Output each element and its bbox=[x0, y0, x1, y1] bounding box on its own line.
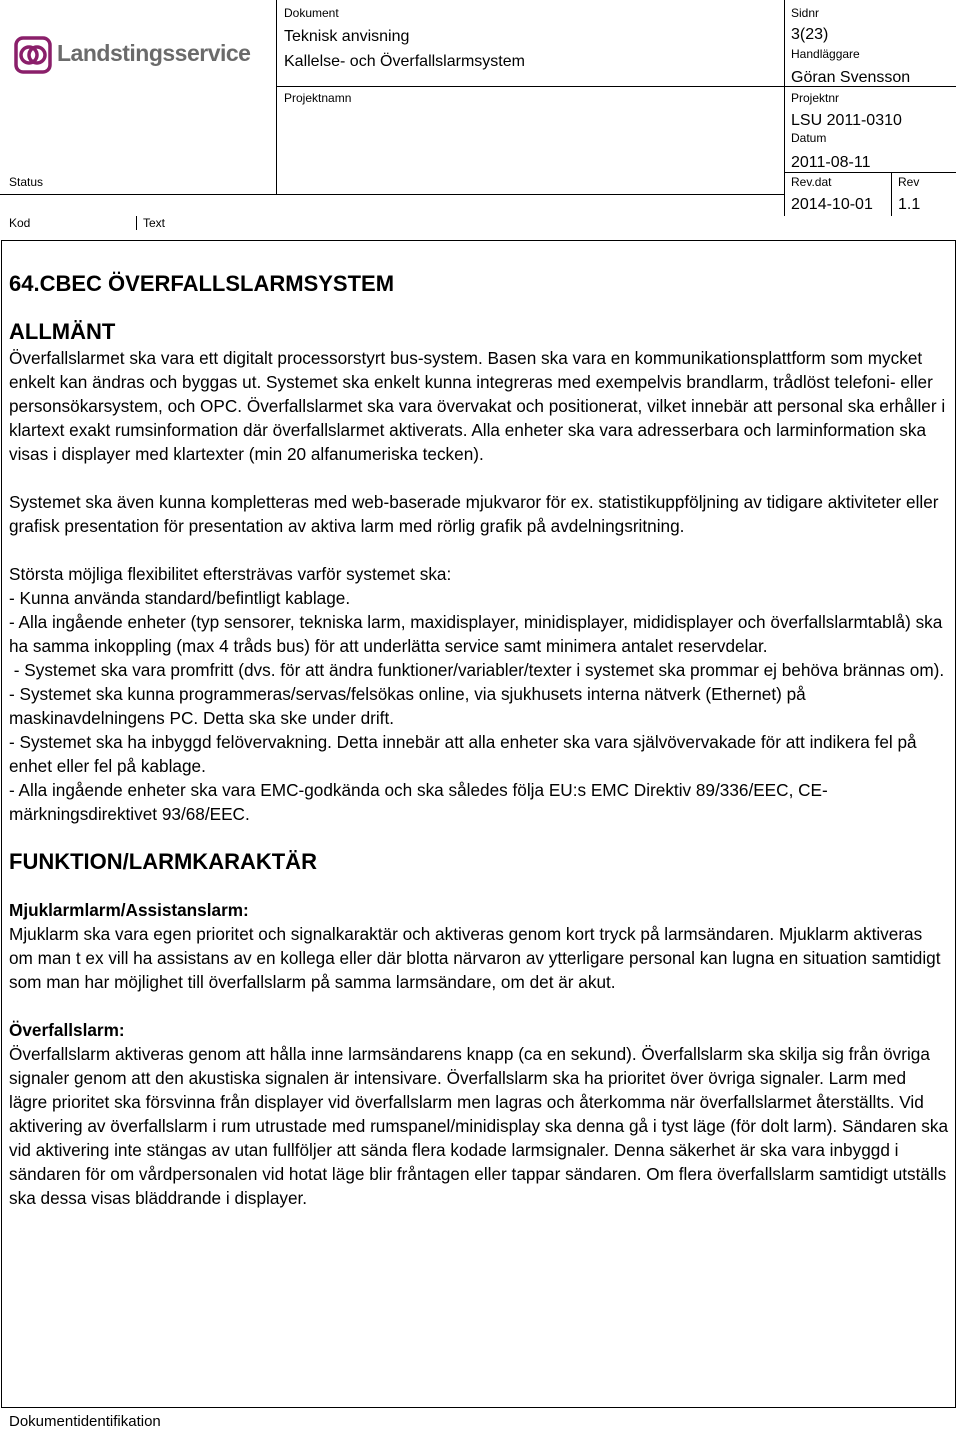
logo bbox=[14, 34, 251, 76]
section-heading-funktion: FUNKTION/LARMKARAKTÄR bbox=[9, 849, 317, 874]
document-body bbox=[9, 270, 949, 1210]
subheading-mjuklarm: Mjuklarmlarm/Assistanslarm: bbox=[9, 900, 249, 920]
label-text: Text bbox=[143, 216, 166, 230]
document-title: 64.CBEC ÖVERFALLSLARMSYSTEM bbox=[9, 271, 395, 296]
value-projektnr: LSU 2011-0310 bbox=[791, 112, 902, 129]
list-item: - Systemet ska vara promfritt (dvs. för att ändra funktioner/variabler/texter i systemet ska prommar ej behöva brännas om). bbox=[9, 660, 945, 680]
list-item: - Alla ingående enheter (typ sensorer, tekniska larm, maxidisplayer, minidisplayer, mididisplayer och överfallslarmtablå) ska ha samma inkoppling (max 4 tråds bus) för att underlätta service samt minimera antalet reservdelar. bbox=[9, 612, 943, 656]
label-revdat: Rev.dat bbox=[791, 175, 832, 189]
value-revdat: 2014-10-01 bbox=[791, 196, 873, 213]
label-sidnr: Sidnr bbox=[791, 6, 820, 20]
value-datum: 2011-08-11 bbox=[791, 154, 871, 171]
paragraph-overfallslarm: Överfallslarm aktiveras genom att hålla inne larmsändarens knapp (ca en sekund). Överfallslarm ska skilja sig från övriga signaler genom att den akustiska signalen är intensivare. Överfallslarm ska ha prioritet över övriga signaler. Larm med lägre prioritet ska försvinna från displayer vid överfallslarm men lagras och återkomma när överfallslarmet återställts. Vid aktivering av överfallslarm i rum utrustade med rumspanel/minidisplay ska denna gå i tyst läge (för dolt larm). Sändaren ska vid aktivering inte stängas av utan fullföljer att sända flera kodade larmsignaler. Denna säkerhet är ska vara inbyggd i sändaren för om vårdpersonalen vid hotat läge blir fråntagen eller tappar sändaren. Om flera överfallslarm samtidigt utställs ska dessa visas bläddrande i displayer. bbox=[9, 1044, 949, 1208]
list-item: - Systemet ska ha inbyggd felövervakning. Detta innebär att alla enheter ska vara självövervakade för att indikera fel på enhet eller fel på kablage. bbox=[9, 732, 917, 776]
label-rev: Rev bbox=[898, 175, 920, 189]
value-rev: 1.1 bbox=[898, 196, 921, 213]
paragraph-allmant-3-intro: Största möjliga flexibilitet eftersträvas varför systemet ska: bbox=[9, 564, 452, 584]
value-dokument-line1: Teknisk anvisning bbox=[284, 28, 410, 45]
list-item: - Alla ingående enheter ska vara EMC-godkända och ska således följa EU:s EMC Direktiv 89/336/EEC, CE-märkningsdirektivet 93/68/EEC. bbox=[9, 780, 828, 824]
label-status: Status bbox=[9, 175, 44, 189]
value-handlaggare: Göran Svensson bbox=[791, 69, 911, 86]
paragraph-allmant-1: Överfallslarmet ska vara ett digitalt processorstyrt bus-system. Basen ska vara en kommunikationsplattform som mycket enkelt kan ändras och byggas ut. Systemet ska enkelt kunna integreras med exempelvis brandlarm, trådlöst telefoni- eller personsökarsystem, och OPC. Överfallslarmet ska vara övervakat och positionerat, vilket innebär att personal ska erhåller i klartext exakt rumsinformation där överfallslarmet aktiverats. Alla enheter ska vara adresserbara och larminformation ska visas i displayer med klartexter (min 20 alfanumeriska tecken). bbox=[9, 348, 946, 464]
footer-document-id: Dokumentidentifikation bbox=[9, 1413, 161, 1430]
label-kod: Kod bbox=[9, 216, 31, 230]
value-sidnr: 3(23) bbox=[791, 26, 829, 43]
landstingsservice-logo-icon bbox=[14, 36, 52, 74]
section-heading-allmant: ALLMÄNT bbox=[9, 319, 116, 344]
list-item: - Kunna använda standard/befintligt kablage. bbox=[9, 588, 351, 608]
subheading-overfallslarm: Överfallslarm: bbox=[9, 1020, 125, 1040]
label-projektnamn: Projektnamn bbox=[284, 91, 352, 105]
label-datum: Datum bbox=[791, 131, 827, 145]
paragraph-allmant-2: Systemet ska även kunna kompletteras med web-baserade mjukvaror för ex. statistikuppföljning av tidigare aktiviteter eller grafisk presentation för presentation av aktiva larm med rörlig grafik på avdelningsritning. bbox=[9, 492, 939, 536]
label-handlaggare: Handläggare bbox=[791, 47, 860, 61]
logo-text: Landstingsservice bbox=[57, 40, 251, 66]
label-projektnr: Projektnr bbox=[791, 91, 840, 105]
value-dokument-line2: Kallelse- och Överfallslarmsystem bbox=[284, 53, 525, 70]
paragraph-mjuklarm: Mjuklarm ska vara egen prioritet och signalkaraktär och aktiveras genom kort tryck på larmsändaren. Mjuklarm aktiveras om man t ex vill ha assistans av en kollega eller där blotta närvaron av ytterligare personal kan lugna en situation samtidigt som man har möjlighet till överfallslarm på samma larmsändare, om det är akut. bbox=[9, 924, 941, 992]
list-item: - Systemet ska kunna programmeras/servas/felsökas online, via sjukhusets interna nätverk (Ethernet) på maskinavdelningens PC. Detta ska ske under drift. bbox=[9, 684, 806, 728]
label-dokument: Dokument bbox=[284, 6, 339, 20]
